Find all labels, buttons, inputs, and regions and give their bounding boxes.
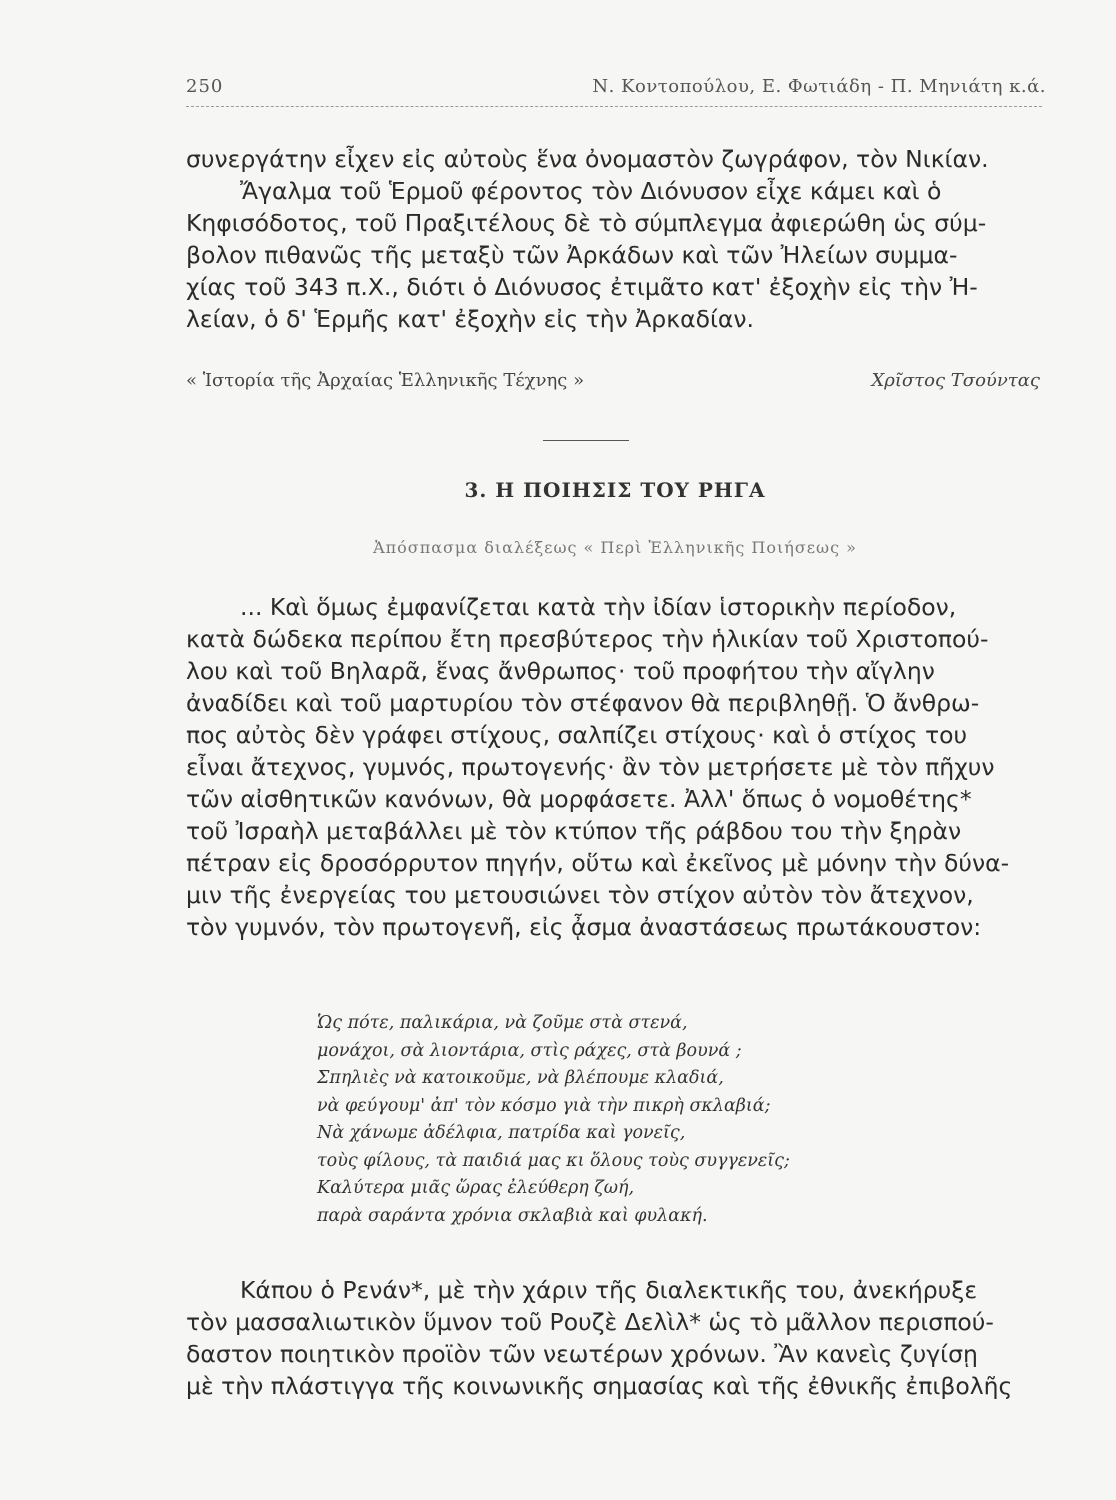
text-line: Κηφισόδοτος, τοῦ Πραξιτέλους δὲ τὸ σύμπλεγμα ἀφιερώθη ὡς σύμ- — [186, 209, 987, 237]
text-line: τῶν αἰσθητικῶν κανόνων, θὰ μορφάσετε. Ἀλλ' ὅπως ὁ νομοθέτης* — [186, 785, 972, 813]
text-line: λείαν, ὁ δ' Ἑρμῆς κατ' ἐξοχὴν εἰς τὴν Ἀρκαδίαν. — [186, 305, 754, 333]
verse-line: παρὰ σαράντα χρόνια σκλαβιὰ καὶ φυλακή. — [317, 1205, 708, 1226]
verse-block — [317, 1010, 1017, 1230]
page-number: 250 — [186, 76, 224, 97]
header-rule — [186, 106, 1042, 107]
source-author: Χρῖστος Τσούντας — [871, 370, 1040, 391]
section-divider — [543, 440, 629, 441]
verse-line: Καλύτερα μιᾶς ὥρας ἐλεύθερη ζωή, — [317, 1178, 635, 1198]
text-line: ... Καὶ ὅμως ἐμφανίζεται κατὰ τὴν ἰδίαν ἱστορικὴν περίοδον, — [240, 593, 957, 621]
verse-line: Ὡς πότε, παλικάρια, νὰ ζοῦμε στὰ στενά, — [317, 1013, 688, 1033]
passage-tsountas — [186, 143, 1044, 335]
text-line: συνεργάτην εἶχεν εἰς αὐτοὺς ἕνα ὀνομαστὸν ζωγράφον, τὸν Νικίαν. — [186, 145, 989, 173]
text-line: δαστον ποιητικὸν προϊὸν τῶν νεωτέρων χρόνων. Ἂν κανεὶς ζυγίσῃ — [186, 1340, 978, 1368]
text-line: λου καὶ τοῦ Βηλαρᾶ, ἕνας ἄνθρωπος· τοῦ προφήτου τὴν αἴγλην — [186, 657, 935, 685]
text-line: πος αὐτὸς δὲν γράφει στίχους, σαλπίζει στίχους· καὶ ὁ στίχος του — [186, 721, 968, 749]
verse-line: τοὺς φίλους, τὰ παιδιά μας κι ὅλους τοὺς συγγενεῖς; — [317, 1150, 790, 1171]
section-subtitle: Ἀπόσπασμα διαλέξεως « Περὶ Ἑλληνικῆς Ποιήσεως » — [373, 538, 857, 557]
text-line: μιν τῆς ἐνεργείας του μετουσιώνει τὸν στίχον αὐτὸν τὸν ἄτεχνον, — [186, 881, 974, 909]
text-line: βολον πιθανῶς τῆς μεταξὺ τῶν Ἀρκάδων καὶ τῶν Ἠλείων συμμα- — [186, 241, 958, 269]
header-authors: Ν. Κοντοπούλου, Ε. Φωτιάδη - Π. Μηνιάτη κ.ά. — [592, 76, 1046, 97]
verse-line: Νὰ χάνωμε ἀδέλφια, πατρίδα καὶ γονεῖς, — [317, 1123, 686, 1143]
text-line: τὸν μασσαλιωτικὸν ὕμνον τοῦ Ρουζὲ Δελὶλ* ὡς τὸ μᾶλλον περισπού- — [186, 1308, 994, 1336]
text-line: τὸν γυμνόν, τὸν πρωτογενῆ, εἰς ᾆσμα ἀναστάσεως πρωτάκουστον: — [186, 913, 982, 941]
text-line: Ἄγαλμα τοῦ Ἑρμοῦ φέροντος τὸν Διόνυσον εἶχε κάμει καὶ ὁ — [240, 177, 942, 205]
verse-line: μονάχοι, σὰ λιοντάρια, στὶς ράχες, στὰ βουνά ; — [317, 1040, 742, 1061]
passage-rigas — [186, 591, 1044, 943]
source-title: « Ἱστορία τῆς Ἀρχαίας Ἑλληνικῆς Τέχνης » — [186, 370, 585, 391]
running-head — [186, 72, 1046, 102]
text-line: Κάπου ὁ Ρενάν*, μὲ τὴν χάριν τῆς διαλεκτικῆς του, ἀνεκήρυξε — [240, 1276, 978, 1304]
passage-renan — [186, 1274, 1044, 1402]
verse-line: νὰ φεύγουμ' ἀπ' τὸν κόσμο γιὰ τὴν πικρὴ σκλαβιά; — [317, 1095, 771, 1116]
source-citation — [186, 370, 1044, 400]
text-line: πέτραν εἰς δροσόρρυτον πηγήν, οὕτω καὶ ἐκεῖνος μὲ μόνην τὴν δύνα- — [186, 849, 1010, 877]
text-line: χίας τοῦ 343 π.Χ., διότι ὁ Διόνυσος ἐτιμᾶτο κατ' ἐξοχὴν εἰς τὴν Ἠ- — [186, 273, 978, 301]
section-heading: 3. Η ΠΟΙΗΣΙΣ ΤΟΥ ΡΗΓΑ — [464, 478, 766, 502]
text-line: ἀναδίδει καὶ τοῦ μαρτυρίου τὸν στέφανον θὰ περιβληθῇ. Ὁ ἄνθρω- — [186, 689, 980, 717]
text-line: κατὰ δώδεκα περίπου ἔτη πρεσβύτερος τὴν ἡλικίαν τοῦ Χριστοπού- — [186, 625, 989, 653]
text-line: εἶναι ἄτεχνος, γυμνός, πρωτογενής· ἂν τὸν μετρήσετε μὲ τὸν πῆχυν — [186, 753, 995, 781]
verse-line: Σπηλιὲς νὰ κατοικοῦμε, νὰ βλέπουμε κλαδιά, — [317, 1068, 724, 1088]
text-line: μὲ τὴν πλάστιγγα τῆς κοινωνικῆς σημασίας καὶ τῆς ἐθνικῆς ἐπιβολῆς — [186, 1372, 1013, 1400]
text-line: τοῦ Ἰσραὴλ μεταβάλλει μὲ τὸν κτύπον τῆς ράβδου του τὴν ξηρὰν — [186, 817, 962, 845]
